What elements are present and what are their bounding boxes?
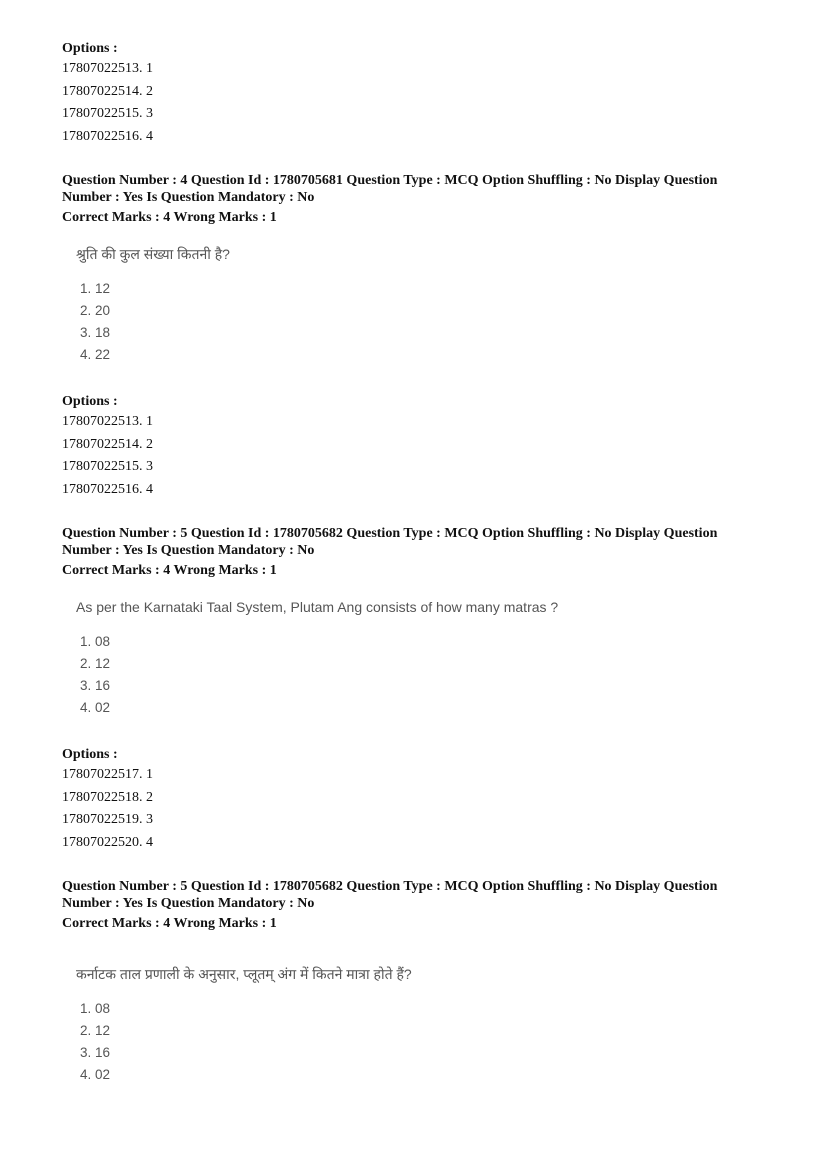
question-choice: 1. 12 xyxy=(80,281,111,296)
option-line: 17807022517. 1 xyxy=(62,767,153,782)
option-line: 17807022518. 2 xyxy=(62,789,153,805)
question-text: कर्नाटक ताल प्रणाली के अनुसार, प्लूतम् अंग में कितने मात्रा होते हैं? xyxy=(76,966,412,982)
question-marks: Correct Marks : 4 Wrong Marks : 1 xyxy=(62,210,277,225)
options-label: Options : xyxy=(62,41,118,56)
option-line: 17807022520. 4 xyxy=(62,834,153,850)
options-block xyxy=(62,40,153,148)
question-marks: Correct Marks : 4 Wrong Marks : 1 xyxy=(62,916,277,931)
options-block xyxy=(62,746,153,854)
question-choice: 1. 08 xyxy=(80,634,111,649)
question-choice: 2. 12 xyxy=(80,1023,111,1038)
question-choice: 2. 20 xyxy=(80,303,111,318)
option-line: 17807022513. 1 xyxy=(62,414,153,429)
question-header xyxy=(62,525,762,579)
question-content xyxy=(76,597,558,719)
question-marks: Correct Marks : 4 Wrong Marks : 1 xyxy=(62,563,277,578)
option-line: 17807022519. 3 xyxy=(62,812,153,827)
option-line: 17807022515. 3 xyxy=(62,459,153,474)
question-choice: 3. 16 xyxy=(80,678,111,693)
option-line: 17807022516. 4 xyxy=(62,128,153,144)
question-text: श्रुति की कुल संख्या कितनी है? xyxy=(76,246,230,262)
question-meta: Question Number : 4 Question Id : 1780705681 Question Type : MCQ Option Shuffling : No Display Question Number : Yes Is Question Mandatory : No xyxy=(62,173,718,205)
option-line: 17807022514. 2 xyxy=(62,83,153,99)
question-text: As per the Karnataki Taal System, Plutam Ang consists of how many matras ? xyxy=(76,599,559,615)
option-line: 17807022515. 3 xyxy=(62,106,153,121)
question-meta: Question Number : 5 Question Id : 1780705682 Question Type : MCQ Option Shuffling : No Display Question Number : Yes Is Question Mandatory : No xyxy=(62,879,718,911)
question-choice: 2. 12 xyxy=(80,656,111,671)
question-content xyxy=(76,964,412,1086)
question-choice: 4. 02 xyxy=(80,700,111,715)
question-header xyxy=(62,172,762,226)
option-line: 17807022516. 4 xyxy=(62,481,153,497)
question-choice: 1. 08 xyxy=(80,1001,111,1016)
question-choice: 3. 18 xyxy=(80,325,111,340)
options-label: Options : xyxy=(62,747,118,762)
option-line: 17807022513. 1 xyxy=(62,61,153,76)
option-line: 17807022514. 2 xyxy=(62,436,153,452)
question-meta: Question Number : 5 Question Id : 1780705682 Question Type : MCQ Option Shuffling : No Display Question Number : Yes Is Question Mandatory : No xyxy=(62,526,718,558)
options-label: Options : xyxy=(62,394,118,409)
options-block xyxy=(62,393,153,501)
question-choice: 4. 02 xyxy=(80,1067,111,1082)
question-header xyxy=(62,878,762,932)
question-choice: 4. 22 xyxy=(80,347,111,362)
question-choice: 3. 16 xyxy=(80,1045,111,1060)
question-content xyxy=(76,244,230,366)
